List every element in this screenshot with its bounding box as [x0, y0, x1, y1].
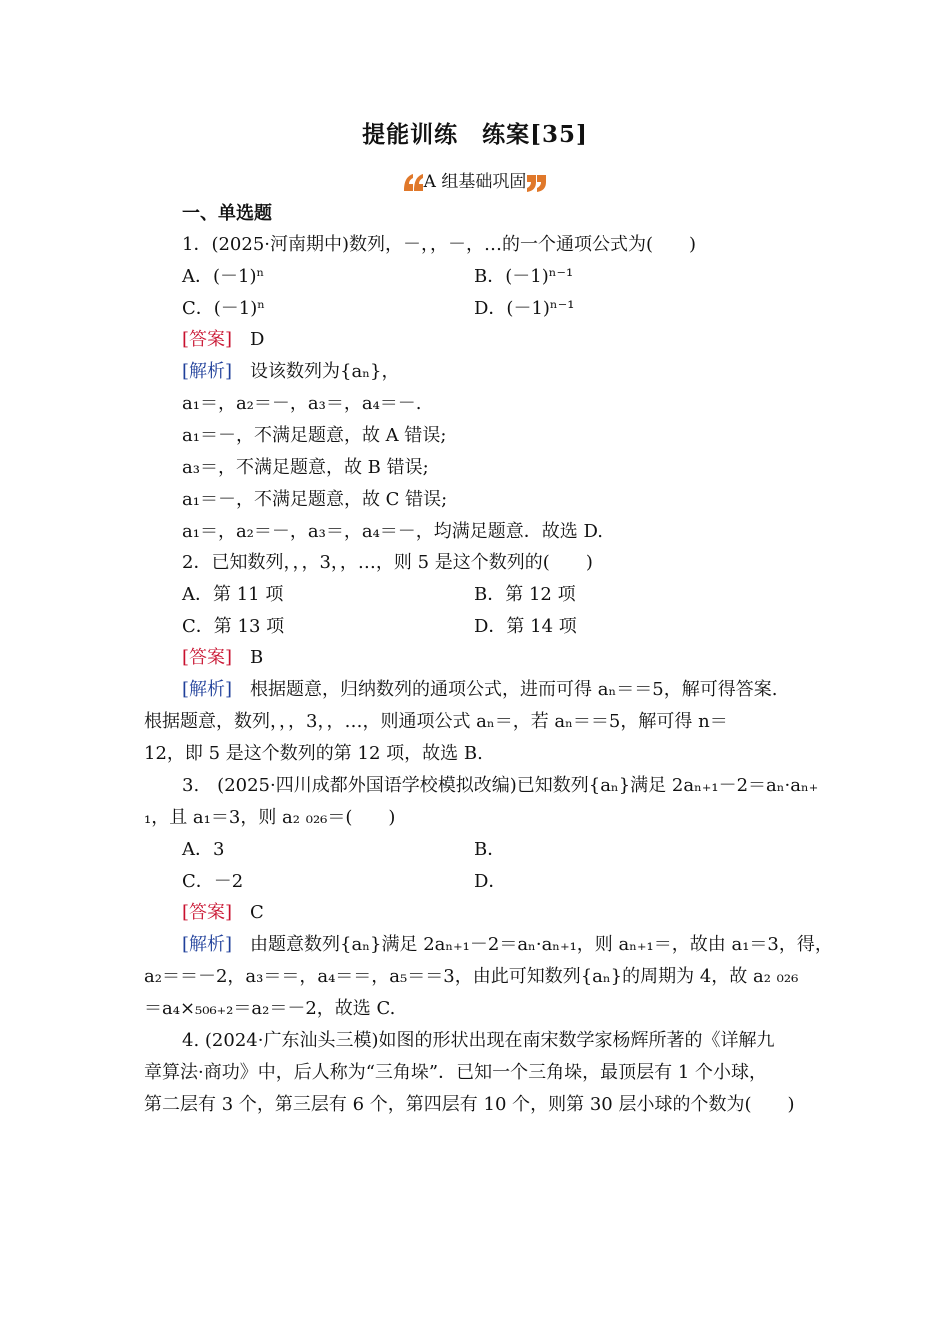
answer-tag: [答案]: [182, 647, 233, 668]
q3-answer: C: [250, 902, 264, 923]
q2-analysis-row: [182, 679, 777, 701]
group-heading: [0, 167, 950, 193]
q3-analysis-line: ＝a₄×₅₀₆₊₂＝a₂＝－2，故选 C.: [144, 998, 396, 1019]
q3-option-b: B．: [474, 839, 506, 860]
q1-option-d: D．(－1)ⁿ⁻¹: [474, 298, 575, 319]
q1-answer: D: [250, 329, 265, 350]
q2-analysis-line: 根据题意，数列，，，3，，…，则通项公式 aₙ＝，若 aₙ＝＝5，解可得 n＝: [144, 711, 728, 732]
q1-analysis-line: a₁＝，a₂＝－，a₃＝，a₄＝－.: [182, 393, 422, 414]
q2-answer-row: [182, 647, 263, 669]
section-heading: 一、单选题: [182, 203, 272, 224]
q4-stem-line: 4. (2024·广东汕头三模)如图的形状出现在南宋数学家杨辉所著的《详解九: [182, 1030, 775, 1051]
q1-option-c: C．(－1)ⁿ: [182, 298, 266, 319]
q1-analysis-line: a₁＝，a₂＝－，a₃＝，a₄＝－，均满足题意．故选 D.: [182, 521, 604, 542]
close-quote-icon: [526, 173, 548, 193]
q2-option-b: B．第 12 项: [474, 584, 576, 605]
analysis-tag: [解析]: [182, 679, 233, 700]
page-title: 提能训练 练案[35]: [362, 121, 588, 148]
q2-option-d: D．第 14 项: [474, 616, 577, 637]
q1-analysis-line: 设该数列为{aₙ}，: [250, 361, 400, 382]
open-quote-icon: [402, 173, 424, 193]
q3-stem-line: 3. (2025·四川成都外国语学校模拟改编)已知数列{aₙ}满足 2aₙ₊₁－2＝aₙ·aₙ₊: [182, 775, 819, 796]
q1-analysis-line: a₁＝－，不满足题意，故 C 错误;: [182, 489, 448, 510]
q2-answer: B: [250, 647, 264, 668]
q3-answer-row: [182, 902, 264, 924]
q1-analysis-line: a₃＝，不满足题意，故 B 错误;: [182, 457, 429, 478]
answer-tag: [答案]: [182, 902, 233, 923]
answer-tag: [答案]: [182, 329, 233, 350]
q3-option-a: A．3: [182, 839, 225, 860]
q2-stem: 2．已知数列，，，3，，…，则 5 是这个数列的( ): [182, 552, 593, 573]
q2-option-a: A．第 11 项: [182, 584, 284, 605]
q3-analysis-row: [182, 934, 833, 956]
analysis-tag: [解析]: [182, 934, 233, 955]
q1-stem: 1．(2025·河南期中)数列，－，，－，…的一个通项公式为( ): [182, 234, 697, 255]
q1-analysis-row: [182, 361, 399, 383]
q2-analysis-line: 12，即 5 是这个数列的第 12 项，故选 B.: [144, 743, 483, 764]
group-label: A 组基础巩固: [423, 172, 527, 192]
analysis-tag: [解析]: [182, 361, 233, 382]
q3-option-c: C．－2: [182, 871, 244, 892]
q4-stem-line: 第二层有 3 个，第三层有 6 个，第四层有 10 个，则第 30 层小球的个数为( ): [144, 1094, 795, 1115]
q2-option-c: C．第 13 项: [182, 616, 285, 637]
q1-analysis-line: a₁＝－，不满足题意，故 A 错误;: [182, 425, 447, 446]
q1-option-b: B．(－1)ⁿ⁻¹: [474, 266, 574, 287]
q4-stem-line: 章算法·商功》中，后人称为“三角垛”．已知一个三角垛，最顶层有 1 个小球，: [144, 1062, 768, 1083]
q3-analysis-line: 由题意数列{aₙ}满足 2aₙ₊₁－2＝aₙ·aₙ₊₁，则 aₙ₊₁＝，故由 a₁＝3，得，: [250, 934, 833, 955]
q1-answer-row: [182, 329, 264, 351]
q2-analysis-line: 根据题意，归纳数列的通项公式，进而可得 aₙ＝＝5，解可得答案.: [250, 679, 778, 700]
q1-option-a: A．(－1)ⁿ: [182, 266, 265, 287]
q3-stem-line: ₁，且 a₁＝3，则 a₂ ₀₂₆＝( ): [144, 807, 396, 828]
q3-analysis-line: a₂＝＝－2，a₃＝＝，a₄＝＝，a₅＝＝3，由此可知数列{aₙ}的周期为 4，故 a₂ ₀₂₆: [144, 966, 799, 987]
q3-option-d: D．: [474, 871, 507, 892]
